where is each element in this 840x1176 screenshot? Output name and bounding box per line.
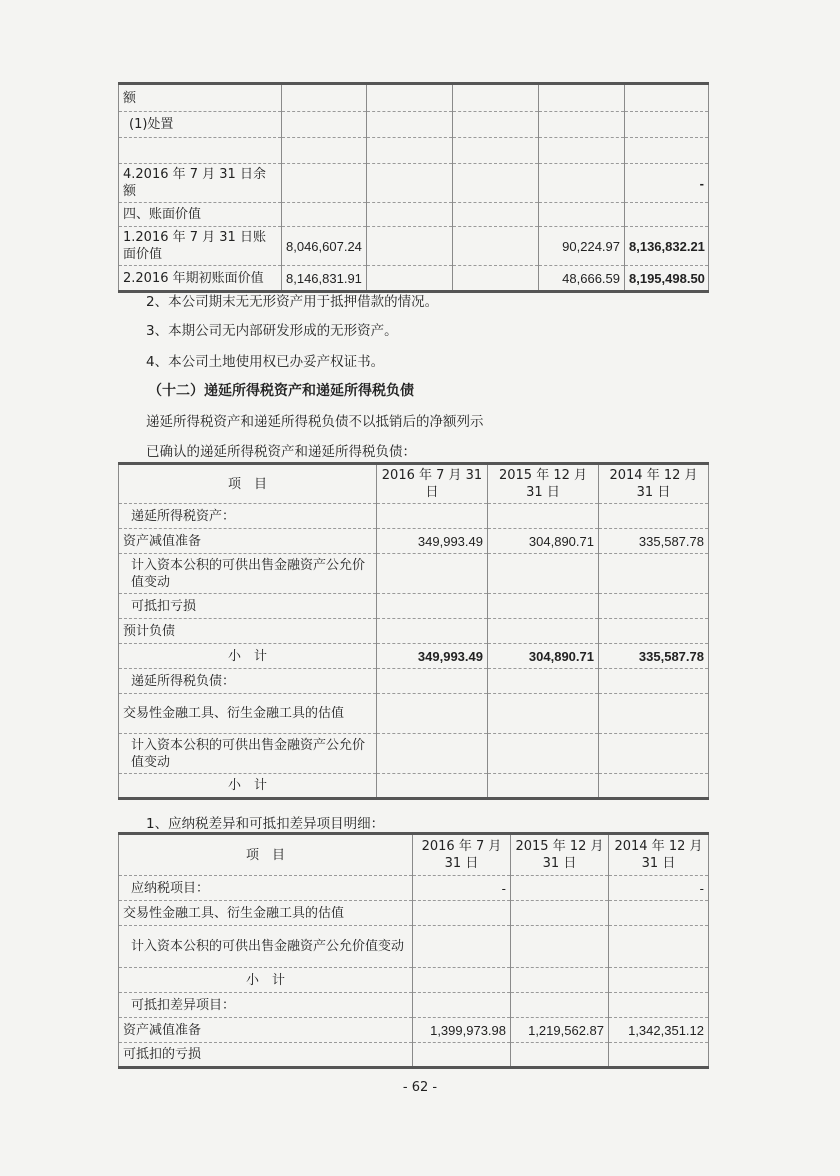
table-row bbox=[119, 164, 709, 203]
cell bbox=[413, 926, 511, 968]
cell: 1,399,973.98 bbox=[413, 1018, 511, 1043]
cell bbox=[377, 504, 488, 529]
cell: 349,993.49 bbox=[377, 644, 488, 669]
cell bbox=[609, 901, 709, 926]
table-row bbox=[119, 1043, 709, 1068]
header-date-2: 2015 年 12 月 31 日 bbox=[488, 464, 599, 504]
row-label: 可抵扣的亏损 bbox=[119, 1043, 413, 1068]
section-title: （十二）递延所得税资产和递延所得税负债 bbox=[148, 383, 414, 399]
cell bbox=[488, 694, 599, 734]
row-label: 可抵扣差异项目： bbox=[119, 993, 413, 1018]
cell: 1,342,351.12 bbox=[609, 1018, 709, 1043]
table-row bbox=[119, 694, 709, 734]
cell bbox=[539, 203, 625, 227]
table-row bbox=[119, 227, 709, 266]
header-date-3: 2014 年 12 月 31 日 bbox=[609, 834, 709, 876]
deferred-tax-table bbox=[118, 462, 709, 800]
cell: 8,146,831.91 bbox=[282, 266, 367, 292]
row-label: 小 计 bbox=[119, 968, 413, 993]
cell bbox=[511, 876, 609, 901]
section-subtitle: 递延所得税资产和递延所得税负债不以抵销后的净额列示 bbox=[146, 414, 484, 430]
cell bbox=[377, 554, 488, 594]
cell bbox=[282, 112, 367, 138]
cell bbox=[488, 734, 599, 774]
row-label bbox=[119, 138, 282, 164]
cell: - bbox=[413, 876, 511, 901]
cell bbox=[377, 694, 488, 734]
cell: 8,136,832.21 bbox=[625, 227, 709, 266]
cell bbox=[539, 112, 625, 138]
cell bbox=[377, 594, 488, 619]
table-row bbox=[119, 112, 709, 138]
header-date-3: 2014 年 12 月 31 日 bbox=[599, 464, 709, 504]
cell bbox=[413, 1043, 511, 1068]
header-date-1: 2016 年 7 月 31 日 bbox=[413, 834, 511, 876]
cell bbox=[453, 112, 539, 138]
row-label: 计入资本公积的可供出售金融资产公允价值变动 bbox=[119, 734, 377, 774]
row-label: 1.2016 年 7 月 31 日账面价值 bbox=[119, 227, 282, 266]
table-row bbox=[119, 774, 709, 799]
cell bbox=[625, 84, 709, 112]
cell bbox=[282, 84, 367, 112]
row-label: (1)处置 bbox=[119, 112, 282, 138]
table-row bbox=[119, 619, 709, 644]
table-row bbox=[119, 594, 709, 619]
cell bbox=[377, 774, 488, 799]
table-row bbox=[119, 901, 709, 926]
cell bbox=[367, 112, 453, 138]
row-label: 小 计 bbox=[119, 644, 377, 669]
cell: 335,587.78 bbox=[599, 644, 709, 669]
cell bbox=[413, 901, 511, 926]
row-label: 资产减值准备 bbox=[119, 529, 377, 554]
cell bbox=[609, 1043, 709, 1068]
cell bbox=[453, 164, 539, 203]
table-row bbox=[119, 266, 709, 292]
table-row bbox=[119, 84, 709, 112]
cell bbox=[511, 926, 609, 968]
cell bbox=[511, 993, 609, 1018]
table-row bbox=[119, 554, 709, 594]
subsection-title: 1、应纳税差异和可抵扣差异项目明细： bbox=[146, 816, 385, 832]
tax-difference-table bbox=[118, 832, 709, 1069]
row-label: 4.2016 年 7 月 31 日余额 bbox=[119, 164, 282, 203]
intangible-assets-table bbox=[118, 82, 709, 293]
cell bbox=[488, 554, 599, 594]
cell: - bbox=[625, 164, 709, 203]
cell bbox=[377, 669, 488, 694]
cell bbox=[367, 203, 453, 227]
cell bbox=[377, 734, 488, 774]
cell bbox=[609, 926, 709, 968]
cell bbox=[511, 968, 609, 993]
header-date-2: 2015 年 12 月 31 日 bbox=[511, 834, 609, 876]
table-row bbox=[119, 993, 709, 1018]
cell bbox=[599, 734, 709, 774]
table-row bbox=[119, 669, 709, 694]
cell: 335,587.78 bbox=[599, 529, 709, 554]
section-subtitle-2: 已确认的递延所得税资产和递延所得税负债： bbox=[146, 444, 416, 460]
cell bbox=[599, 504, 709, 529]
cell bbox=[609, 993, 709, 1018]
cell bbox=[625, 112, 709, 138]
cell: 349,993.49 bbox=[377, 529, 488, 554]
cell bbox=[539, 164, 625, 203]
cell bbox=[599, 594, 709, 619]
cell: 304,890.71 bbox=[488, 529, 599, 554]
cell bbox=[599, 774, 709, 799]
row-label: 可抵扣亏损 bbox=[119, 594, 377, 619]
row-label: 小 计 bbox=[119, 774, 377, 799]
table-row bbox=[119, 644, 709, 669]
cell bbox=[367, 138, 453, 164]
header-date-1: 2016 年 7 月 31 日 bbox=[377, 464, 488, 504]
cell: 48,666.59 bbox=[539, 266, 625, 292]
table-row bbox=[119, 926, 709, 968]
cell bbox=[511, 901, 609, 926]
page-number: - 62 - bbox=[402, 1080, 438, 1095]
cell: 90,224.97 bbox=[539, 227, 625, 266]
cell bbox=[413, 968, 511, 993]
cell bbox=[539, 84, 625, 112]
cell bbox=[367, 84, 453, 112]
table-row bbox=[119, 968, 709, 993]
row-label: 递延所得税资产： bbox=[119, 504, 377, 529]
cell bbox=[539, 138, 625, 164]
cell bbox=[453, 84, 539, 112]
cell bbox=[413, 993, 511, 1018]
cell: - bbox=[609, 876, 709, 901]
cell bbox=[599, 619, 709, 644]
table-header-row bbox=[119, 464, 709, 504]
cell bbox=[367, 164, 453, 203]
cell bbox=[625, 203, 709, 227]
row-label: 额 bbox=[119, 84, 282, 112]
cell bbox=[488, 619, 599, 644]
table-row bbox=[119, 734, 709, 774]
cell bbox=[625, 138, 709, 164]
cell bbox=[367, 227, 453, 266]
cell bbox=[453, 203, 539, 227]
cell: 8,046,607.24 bbox=[282, 227, 367, 266]
row-label: 应纳税项目： bbox=[119, 876, 413, 901]
table-row bbox=[119, 504, 709, 529]
cell bbox=[599, 669, 709, 694]
cell: 304,890.71 bbox=[488, 644, 599, 669]
row-label: 递延所得税负债： bbox=[119, 669, 377, 694]
table-row bbox=[119, 876, 709, 901]
table-row bbox=[119, 138, 709, 164]
cell bbox=[377, 619, 488, 644]
cell: 8,195,498.50 bbox=[625, 266, 709, 292]
row-label: 四、账面价值 bbox=[119, 203, 282, 227]
note-3: 3、本期公司无内部研发形成的无形资产。 bbox=[146, 323, 398, 339]
note-4: 4、本公司土地使用权已办妥产权证书。 bbox=[146, 354, 385, 370]
table-row bbox=[119, 203, 709, 227]
table-row bbox=[119, 1018, 709, 1043]
cell bbox=[282, 164, 367, 203]
row-label: 计入资本公积的可供出售金融资产公允价值变动 bbox=[119, 554, 377, 594]
row-label: 计入资本公积的可供出售金融资产公允价值变动 bbox=[119, 926, 413, 968]
cell: 1,219,562.87 bbox=[511, 1018, 609, 1043]
row-label: 交易性金融工具、衍生金融工具的估值 bbox=[119, 901, 413, 926]
cell bbox=[599, 694, 709, 734]
header-item: 项 目 bbox=[119, 464, 377, 504]
cell bbox=[511, 1043, 609, 1068]
row-label: 2.2016 年期初账面价值 bbox=[119, 266, 282, 292]
cell bbox=[609, 968, 709, 993]
cell bbox=[282, 203, 367, 227]
cell bbox=[599, 554, 709, 594]
cell bbox=[367, 266, 453, 292]
table-header-row bbox=[119, 834, 709, 876]
note-2: 2、本公司期末无无形资产用于抵押借款的情况。 bbox=[146, 294, 439, 310]
cell bbox=[282, 138, 367, 164]
header-item: 项 目 bbox=[119, 834, 413, 876]
cell bbox=[453, 266, 539, 292]
cell bbox=[453, 138, 539, 164]
table-row bbox=[119, 529, 709, 554]
row-label: 资产减值准备 bbox=[119, 1018, 413, 1043]
cell bbox=[453, 227, 539, 266]
cell bbox=[488, 504, 599, 529]
row-label: 预计负债 bbox=[119, 619, 377, 644]
cell bbox=[488, 774, 599, 799]
cell bbox=[488, 594, 599, 619]
cell bbox=[488, 669, 599, 694]
row-label: 交易性金融工具、衍生金融工具的估值 bbox=[119, 694, 377, 734]
